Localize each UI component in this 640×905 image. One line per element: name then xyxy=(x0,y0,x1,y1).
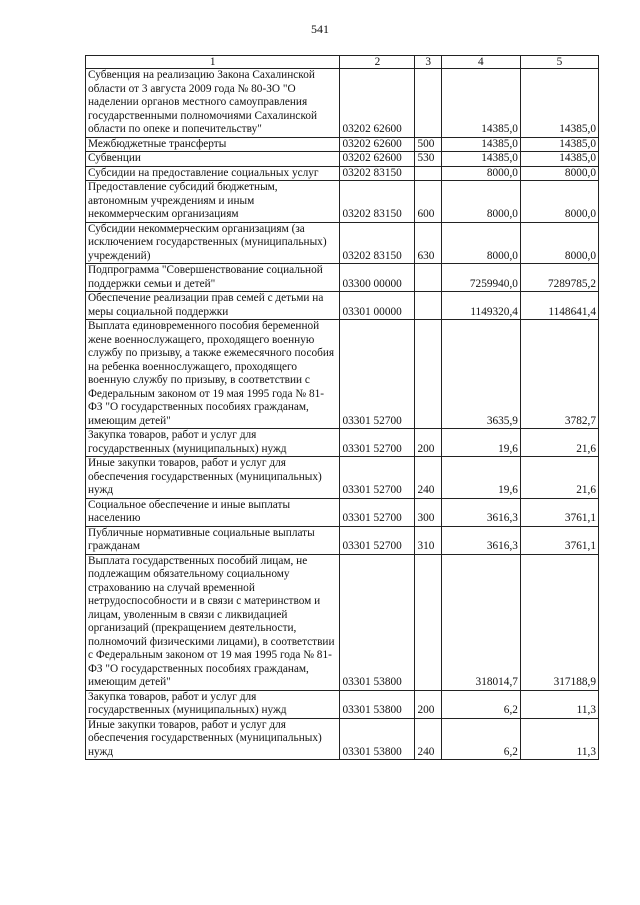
table-row xyxy=(86,137,599,152)
row-name: Выплата единовременного пособия беременной жене военнослужащего, проходящего военную службу по призыву, а также ежемесячного пособия на ребенка военнослужащего, проходящего военную службу по призыву, в соответствии с Федеральным законом от 19 мая 1995 года № 81-ФЗ "О государственных пособиях гражданам, имеющим детей" xyxy=(86,320,340,429)
row-value-col4: 19,6 xyxy=(441,457,520,499)
row-expense-type: 630 xyxy=(415,222,441,264)
budget-table xyxy=(85,55,599,760)
row-value-col5: 317188,9 xyxy=(520,554,598,690)
row-value-col5: 14385,0 xyxy=(520,69,598,138)
row-value-col4: 3616,3 xyxy=(441,498,520,526)
row-name: Межбюджетные трансферты xyxy=(86,137,340,152)
row-name: Субвенции xyxy=(86,152,340,167)
row-code: 03202 83150 xyxy=(340,222,415,264)
row-code: 03300 00000 xyxy=(340,264,415,292)
row-value-col5: 1148641,4 xyxy=(520,292,598,320)
table-row xyxy=(86,690,599,718)
row-code: 03301 53800 xyxy=(340,554,415,690)
row-expense-type xyxy=(415,320,441,429)
row-value-col4: 14385,0 xyxy=(441,137,520,152)
row-name: Выплата государственных пособий лицам, не подлежащим обязательному социальному страхованию на случай временной нетрудоспособности и в связи с материнством и лицам, уволенным в связи с ликвидацией организаций (прекращением деятельности, полномочий физическими лицами), в соответствии с Федеральным законом от 19 мая 1995 года № 81-ФЗ "О государственных пособиях гражданам, имеющим детей" xyxy=(86,554,340,690)
row-expense-type: 200 xyxy=(415,690,441,718)
row-value-col4: 3635,9 xyxy=(441,320,520,429)
row-value-col4: 14385,0 xyxy=(441,69,520,138)
table-row xyxy=(86,152,599,167)
row-name: Закупка товаров, работ и услуг для государственных (муниципальных) нужд xyxy=(86,429,340,457)
header-col-2: 2 xyxy=(340,56,415,69)
row-code: 03301 52700 xyxy=(340,498,415,526)
row-expense-type: 300 xyxy=(415,498,441,526)
header-col-5: 5 xyxy=(520,56,598,69)
row-expense-type: 240 xyxy=(415,718,441,760)
row-code: 03301 52700 xyxy=(340,429,415,457)
header-col-3: 3 xyxy=(415,56,441,69)
table-header-row xyxy=(86,56,599,69)
row-code: 03202 62600 xyxy=(340,152,415,167)
row-value-col5: 14385,0 xyxy=(520,137,598,152)
row-expense-type xyxy=(415,264,441,292)
table-row xyxy=(86,526,599,554)
row-name: Предоставление субсидий бюджетным, автономным учреждениям и иным некоммерческим организациям xyxy=(86,181,340,223)
table-row xyxy=(86,166,599,181)
row-value-col5: 11,3 xyxy=(520,718,598,760)
row-name: Подпрограмма "Совершенствование социальной поддержки семьи и детей" xyxy=(86,264,340,292)
row-name: Обеспечение реализации прав семей с детьми на меры социальной поддержки xyxy=(86,292,340,320)
table-row xyxy=(86,718,599,760)
row-value-col4: 7259940,0 xyxy=(441,264,520,292)
row-value-col5: 7289785,2 xyxy=(520,264,598,292)
row-name: Субвенция на реализацию Закона Сахалинской области от 3 августа 2009 года № 80-ЗО "О наделении органов местного самоуправления государственными полномочиями Сахалинской области по опеке и попечительству" xyxy=(86,69,340,138)
row-code: 03301 52700 xyxy=(340,320,415,429)
row-value-col4: 14385,0 xyxy=(441,152,520,167)
table-row xyxy=(86,498,599,526)
row-value-col4: 6,2 xyxy=(441,690,520,718)
row-value-col4: 6,2 xyxy=(441,718,520,760)
table-row xyxy=(86,181,599,223)
row-code: 03301 52700 xyxy=(340,526,415,554)
row-value-col5: 8000,0 xyxy=(520,181,598,223)
row-name: Субсидии некоммерческим организациям (за исключением государственных (муниципальных) учреждений) xyxy=(86,222,340,264)
header-col-4: 4 xyxy=(441,56,520,69)
table-row xyxy=(86,320,599,429)
table-row xyxy=(86,292,599,320)
row-code: 03202 62600 xyxy=(340,69,415,138)
row-expense-type: 600 xyxy=(415,181,441,223)
table-row xyxy=(86,457,599,499)
table-row xyxy=(86,429,599,457)
row-expense-type: 240 xyxy=(415,457,441,499)
table-row xyxy=(86,264,599,292)
table-row xyxy=(86,222,599,264)
row-value-col5: 21,6 xyxy=(520,457,598,499)
row-name: Социальное обеспечение и иные выплаты населению xyxy=(86,498,340,526)
row-value-col5: 21,6 xyxy=(520,429,598,457)
row-expense-type: 200 xyxy=(415,429,441,457)
table-row xyxy=(86,554,599,690)
row-code: 03202 62600 xyxy=(340,137,415,152)
row-expense-type xyxy=(415,554,441,690)
row-value-col4: 1149320,4 xyxy=(441,292,520,320)
row-name: Иные закупки товаров, работ и услуг для обеспечения государственных (муниципальных) нужд xyxy=(86,457,340,499)
row-code: 03202 83150 xyxy=(340,181,415,223)
row-value-col4: 318014,7 xyxy=(441,554,520,690)
row-code: 03301 53800 xyxy=(340,718,415,760)
row-name: Публичные нормативные социальные выплаты гражданам xyxy=(86,526,340,554)
row-name: Иные закупки товаров, работ и услуг для обеспечения государственных (муниципальных) нужд xyxy=(86,718,340,760)
row-value-col4: 8000,0 xyxy=(441,222,520,264)
row-value-col5: 3761,1 xyxy=(520,498,598,526)
row-value-col5: 11,3 xyxy=(520,690,598,718)
row-value-col5: 8000,0 xyxy=(520,222,598,264)
row-value-col5: 3782,7 xyxy=(520,320,598,429)
row-code: 03301 53800 xyxy=(340,690,415,718)
row-expense-type xyxy=(415,166,441,181)
row-code: 03301 00000 xyxy=(340,292,415,320)
row-expense-type: 310 xyxy=(415,526,441,554)
row-name: Закупка товаров, работ и услуг для государственных (муниципальных) нужд xyxy=(86,690,340,718)
row-value-col5: 14385,0 xyxy=(520,152,598,167)
row-value-col4: 19,6 xyxy=(441,429,520,457)
row-code: 03301 52700 xyxy=(340,457,415,499)
row-expense-type: 530 xyxy=(415,152,441,167)
row-value-col5: 8000,0 xyxy=(520,166,598,181)
row-expense-type: 500 xyxy=(415,137,441,152)
header-col-1: 1 xyxy=(86,56,340,69)
row-expense-type xyxy=(415,292,441,320)
row-value-col4: 8000,0 xyxy=(441,181,520,223)
row-value-col4: 8000,0 xyxy=(441,166,520,181)
row-code: 03202 83150 xyxy=(340,166,415,181)
table-row xyxy=(86,69,599,138)
row-expense-type xyxy=(415,69,441,138)
row-value-col5: 3761,1 xyxy=(520,526,598,554)
row-name: Субсидии на предоставление социальных услуг xyxy=(86,166,340,181)
page-number: 541 xyxy=(311,22,329,36)
row-value-col4: 3616,3 xyxy=(441,526,520,554)
